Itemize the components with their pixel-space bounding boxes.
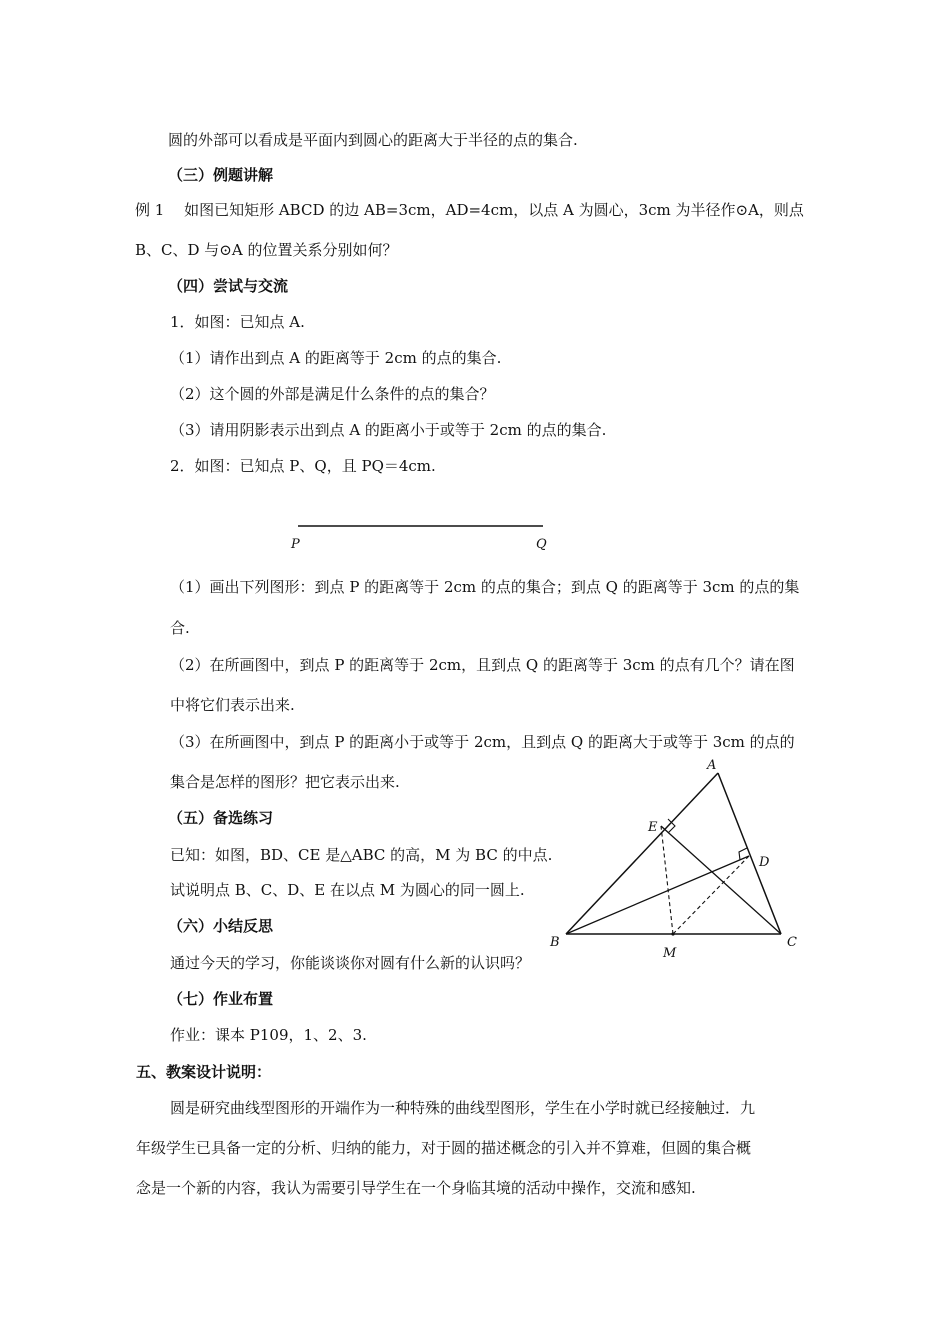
design-notes-line-2: 年级学生已具备一定的分析、归纳的能力，对于圆的描述概念的引入并不算难，但圆的集合概: [136, 1139, 752, 1157]
altitude-ce: [661, 826, 781, 934]
design-notes-line-3: 念是一个新的内容，我认为需要引导学生在一个身临其境的活动中操作，交流和感知.: [136, 1179, 696, 1197]
side-ab: [566, 773, 718, 934]
question-2: 2．如图：已知点 P、Q，且 PQ＝4cm.: [170, 457, 436, 475]
vertex-b-label: B: [550, 935, 560, 950]
paragraph-exterior: 圆的外部可以看成是平面内到圆心的距离大于半径的点的集合.: [168, 131, 578, 149]
heading-design-notes: 五、教案设计说明：: [136, 1063, 272, 1081]
side-ac: [718, 773, 781, 934]
heading-try-and-exchange: （四）尝试与交流: [168, 277, 289, 295]
summary-text: 通过今天的学习，你能谈谈你对圆有什么新的认识吗？: [170, 954, 531, 972]
point-d-label: D: [759, 855, 770, 870]
question-2-part-3-line-2: 集合是怎样的图形？把它表示出来.: [170, 773, 400, 791]
heading-examples: （三）例题讲解: [168, 166, 274, 184]
design-notes-line-1: 圆是研究曲线型图形的开端作为一种特殊的曲线型图形，学生在小学时就已经接触过．九: [170, 1099, 756, 1117]
question-2-part-1-line-1: （1）画出下列图形：到点 P 的距离等于 2cm 的点的集合；到点 Q 的距离等于 3cm 的点的集: [170, 578, 800, 596]
dashed-me: [661, 826, 673, 934]
question-1: 1．如图：已知点 A.: [170, 313, 305, 331]
heading-homework: （七）作业布置: [168, 990, 274, 1008]
vertex-a-label: A: [707, 758, 717, 773]
example-1-line-1: 例 1 如图已知矩形 ABCD 的边 AB=3cm，AD=4cm，以点 A 为圆心，3cm 为半径作⊙A，则点: [135, 201, 804, 219]
practice-given: 已知：如图，BD、CE 是△ABC 的高，M 为 BC 的中点.: [170, 846, 553, 864]
point-e-label: E: [648, 820, 658, 835]
example-1-line-2: B、C、D 与⊙A 的位置关系分别如何？: [135, 241, 398, 259]
right-angle-e: [668, 819, 675, 833]
question-2-part-1-line-2: 合.: [170, 619, 190, 637]
midpoint-m-label: M: [663, 946, 677, 961]
midpoint-m-dot: [671, 932, 674, 935]
practice-prove: 试说明点 B、C、D、E 在以点 M 为圆心的同一圆上.: [170, 881, 525, 899]
altitude-bd: [566, 856, 749, 934]
label-p: P: [291, 537, 300, 552]
question-2-part-3-line-1: （3）在所画图中，到点 P 的距离小于或等于 2cm，且到点 Q 的距离大于或等于 3cm 的点的: [170, 733, 795, 751]
question-1-part-3: （3）请用阴影表示出到点 A 的距离小于或等于 2cm 的点的集合.: [170, 421, 607, 439]
question-1-part-1: （1）请作出到点 A 的距离等于 2cm 的点的集合.: [170, 349, 502, 367]
question-1-part-2: （2）这个圆的外部是满足什么条件的点的集合？: [170, 385, 495, 403]
question-2-part-2-line-1: （2）在所画图中，到点 P 的距离等于 2cm，且到点 Q 的距离等于 3cm 的点有几个？请在图: [170, 656, 795, 674]
label-q: Q: [536, 537, 547, 552]
question-2-part-2-line-2: 中将它们表示出来.: [170, 696, 295, 714]
heading-optional-practice: （五）备选练习: [168, 809, 274, 827]
heading-summary: （六）小结反思: [168, 917, 274, 935]
vertex-c-label: C: [787, 935, 797, 950]
homework-text: 作业：课本 P109，1、2、3.: [170, 1026, 367, 1044]
